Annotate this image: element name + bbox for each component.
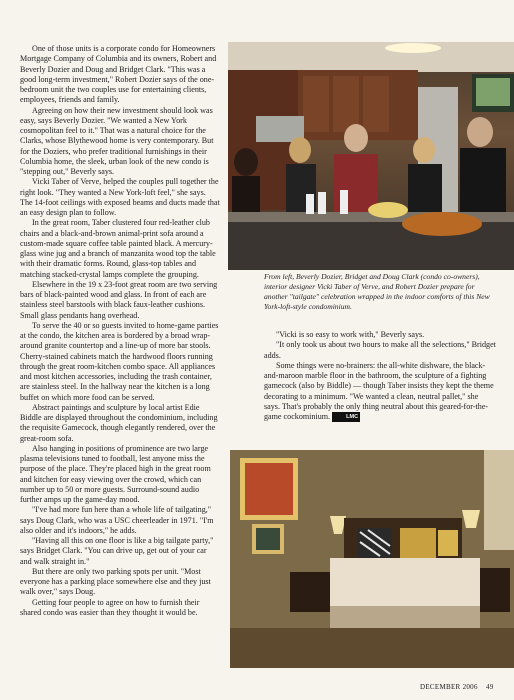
article-paragraph: To serve the 40 or so guests invited to home-game parties at the condo, the kitchen area is bordered by a broad wrap-around granite countertop and a line-up of more bar stools. Cherry-stained cabinets match the hardwood floors running through the great room-kitchen combo space. All appliances and most kitchen accessories, including the trash container, are stainless steel. In the hallway near the kitchen is a long buffet on which more food can be served.	[20, 320, 219, 402]
article-paragraph: Abstract paintings and sculpture by local artist Edie Biddle are displayed throughout the condominium, including the requisite Gamecock, though elegantly rendered, over the great-room sofa.	[20, 402, 218, 443]
page-footer	[420, 683, 494, 691]
article-paragraph: "It only took us about two hours to make all the selections," Bridget adds.	[264, 340, 496, 360]
article-left-column	[20, 44, 220, 618]
bedroom-photo	[230, 450, 514, 668]
article-paragraph: Agreeing on how their new investment should look was easy, says Beverly Dozier. "We wanted a New York cosmopolitan feel to it." That was a natural choice for the Clarks, whose Blythewood home is very contemporary. But for the Doziers, who prefer traditional furnishings in their Columbia home, the sleek, urban look of the new condo is "stepping out," Beverly says.	[20, 105, 214, 176]
photo-caption: From left, Beverly Dozier, Bridget and Doug Clark (condo co-owners), interior designer Vicki Taber of Verve, and Robert Dozier prepare for another "tailgate" celebration wrapped in the indoor comforts of this New York-loft-style condominium.	[264, 272, 490, 311]
photo-group-bedroom	[230, 450, 514, 668]
article-paragraph: Some things were no-brainers: the all-white dishware, the black-and-maroon marble floor in the bathroom, the sculpture of a fighting gamecock (also by Biddle) — though Taber insists they kept the theme decorating to a minimum. "We wanted a clean, neutral pallet," she says. That's probably the only thing neutral about this geared-for-the-game cockominium. LMC	[264, 360, 494, 421]
issue-date: DECEMBER 2006	[420, 683, 478, 691]
article-paragraph: One of those units is a corporate condo for Homeowners Mortgage Company of Columbia and its owners, Robert and Beverly Dozier and Doug and Bridget Clark. "This was a good long-term investment," Robert Dozier says of the one-bedroom unit the two couples use for entertaining clients, employees, friends and family.	[20, 44, 217, 105]
article-paragraph: Elsewhere in the 19 x 23-foot great room are two serving bars of black-painted wood and glass. In front of each are stainless steel barstools with black faux-leather cushions. Small glass pendants hang overhead.	[20, 279, 218, 320]
article-paragraph: In the great room, Taber clustered four red-leather club chairs and a black-and-brown animal-print sofa around a custom-made square coffee table painted black. A mercury-glass wine jug and a branch of manzanita wood top the table with their dramatic forms. Round, glass-top tables and matching stacked-crystal lamps complete the grouping.	[20, 218, 216, 279]
kitchen-photo	[228, 42, 514, 270]
article-paragraph: Vicki Taber of Verve, helped the couples pull together the right look. "They wanted a New York-loft feel," she says. The 14-foot ceilings with exposed beams and ducts made that an easy design plan to follow.	[20, 177, 220, 217]
article-right-column	[264, 330, 496, 422]
end-mark: LMC	[332, 412, 360, 422]
article-paragraph: But there are only two parking spots per unit. "Most everyone has a parking place somewhere else and they just walk over," says Doug.	[20, 566, 211, 597]
article-paragraph: "Having all this on one floor is like a big tailgate party," says Bridget Clark. "You can drive up, get out of your car and walk straight in."	[20, 536, 214, 566]
article-paragraph: "I've had more fun here than a whole life of tailgating," says Doug Clark, who was a USC cheerleader in 1971. "I'm also older and it's indoors," he adds.	[20, 505, 214, 535]
article-paragraph: Getting four people to agree on how to furnish their shared condo was easier than they thought it would be.	[20, 597, 200, 617]
article-paragraph: "Vicki is so easy to work with," Beverly says.	[276, 330, 425, 339]
article-paragraph: Also hanging in positions of prominence are two large plasma televisions tuned to football, lest anyone miss the purpose of the place. They're placed high in the great room and kitchen for easy viewing over the crowd, which can number up to 50 or more guests. Surround-sound audio further amps up the game-day mood.	[20, 443, 211, 504]
photo-group-kitchen	[228, 42, 514, 270]
page-number: 49	[485, 683, 494, 691]
